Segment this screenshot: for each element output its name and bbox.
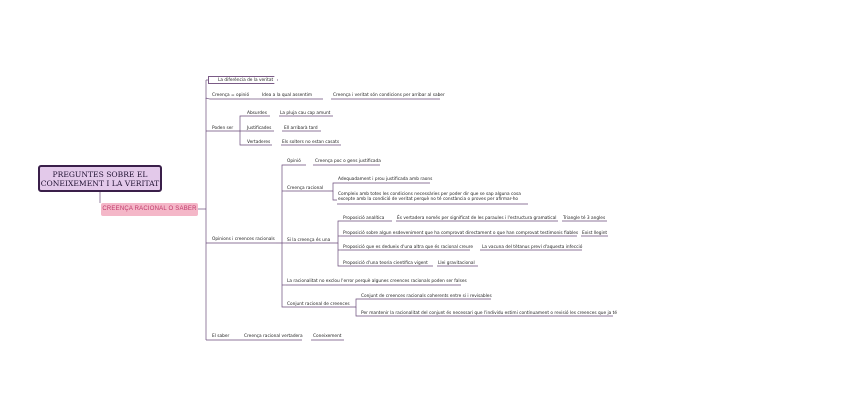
node-conjunt: Conjunt racional de creences bbox=[287, 302, 350, 307]
node-conjunt-line1: Conjunt de creences racionals coherents entre si i revisables bbox=[361, 294, 492, 299]
node-opinions: Opinions i creences racionals bbox=[212, 237, 275, 242]
node-opinio: Opinió bbox=[287, 159, 301, 164]
root-title-line2: CONEIXEMENT I LA VERITAT bbox=[40, 179, 160, 188]
node-prop-analitica-definition: És vertadera només per significat de les paraules i l'estructura gramatical bbox=[397, 216, 557, 221]
node-creenca-opinio: Creença = opinió bbox=[212, 93, 250, 98]
node-racionalitat: La racionalitat no exclou l'error perquè algunes creences racionals poden ser falses bbox=[287, 279, 467, 284]
node-justificades-example: Ell arribarà tard bbox=[284, 126, 318, 131]
node-opinio-definition: Creença poc o gens justificada bbox=[315, 159, 381, 164]
node-vertaderes: Vertaderes bbox=[247, 140, 271, 145]
node-justificades: Justificades bbox=[247, 126, 272, 131]
node-vacuna: La vacuna del tètanus preví d'aquesta infecció bbox=[482, 245, 583, 250]
node-triangle: Triangle té 3 angles bbox=[563, 216, 606, 221]
node-vertaderes-example: Els solters no estan casats bbox=[282, 140, 340, 145]
node-exist: Exist llegint bbox=[582, 231, 608, 236]
node-creenca-vertadera: Creença racional vertadera bbox=[244, 334, 303, 339]
node-compleix-line1: Compleix amb totes les condicions necessàries per poder dir que se sap alguna cosa bbox=[338, 192, 521, 197]
node-poden-ser: Poden ser bbox=[212, 126, 234, 131]
node-conjunt-line2: Per mantenir la racionalitat del conjunt és necessari que l'individu estimi contínuament o revisió les creences que ja té bbox=[361, 311, 617, 316]
node-absurdes: Absurdes bbox=[247, 111, 267, 116]
root-title-line1: PREGUNTES SOBRE EL bbox=[52, 170, 148, 179]
node-prop-sobre: Proposició sobre algun esdeveniment que ha comprovat directament o que han comprovat testimonis fiables bbox=[343, 231, 579, 236]
node-adequadament: Adequadament i prou justificada amb raons bbox=[338, 177, 433, 182]
node-idea: Idea a la qual assentim bbox=[262, 93, 313, 98]
node-absurdes-example: La pluja cau cap amunt bbox=[280, 111, 331, 116]
node-el-saber: El saber bbox=[212, 334, 230, 339]
node-coneixement: Coneixement bbox=[313, 334, 342, 339]
node-lleis: Llei gravitacional bbox=[438, 261, 475, 266]
node-si-creenca: Si la creença és una bbox=[287, 238, 331, 243]
root-topic bbox=[38, 165, 162, 192]
node-creenca-veritat: Creença i veritat són condicions per arribar al saber bbox=[333, 93, 445, 98]
node-prop-analitica: Proposició analítica bbox=[343, 216, 385, 221]
main-topic: CREENÇA RACIONAL O SABER bbox=[101, 203, 198, 216]
node-prop-deduida: Proposició que es dedueix d'una altra que és racional creure bbox=[343, 245, 473, 250]
node-prop-teoria: Proposició d'una teoria científica vigent bbox=[343, 261, 428, 266]
node-compleix-line2: excepte amb la condició de veritat perquè no té constància o proves per afirmar-ho bbox=[338, 197, 519, 202]
node-la-diferencia: La diferència de la veritat bbox=[218, 78, 274, 83]
node-creenca-racional: Creença racional bbox=[287, 186, 324, 191]
